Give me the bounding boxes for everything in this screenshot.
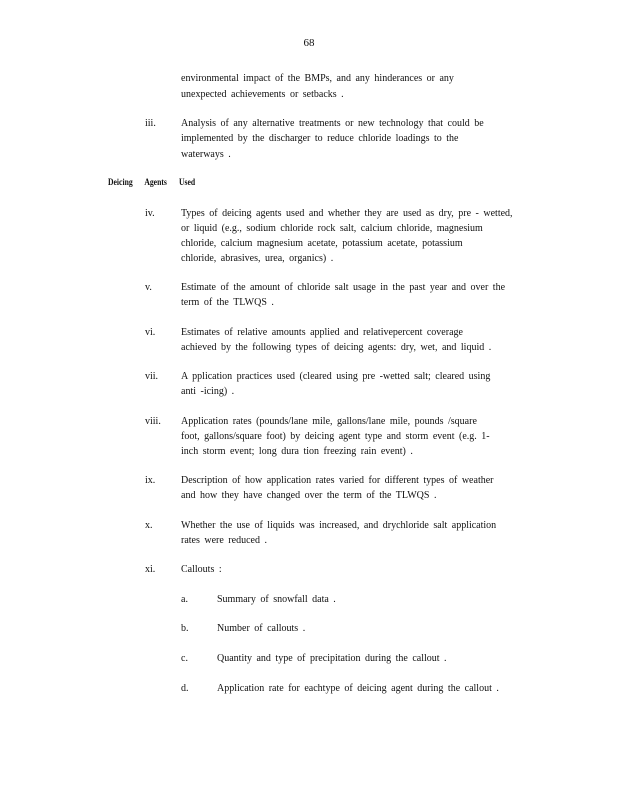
item-x-line-1: Whether the use of liquids was increased, and drychloride salt application (181, 520, 497, 531)
item-iii-line-3: waterways . (181, 149, 231, 160)
item-iv-number: iv. (145, 208, 155, 219)
subitem-a-text: Summary of snowfall data . (217, 594, 336, 605)
subitem-d-letter: d. (181, 683, 189, 694)
subitem-d-text: Application rate for eachtype of deicing agent during the callout . (217, 683, 499, 694)
item-x-number: x. (145, 520, 153, 531)
item-viii-number: viii. (145, 416, 161, 427)
item-vii-number: vii. (145, 371, 159, 382)
item-iii-line-1: Analysis of any alternative treatments or new technology that could be (181, 118, 484, 129)
item-v-line-1: Estimate of the amount of chloride salt usage in the past year and over the (181, 282, 506, 293)
item-vii-line-1: A pplication practices used (cleared using pre -wetted salt; cleared using (181, 371, 491, 382)
item-ix-line-1: Description of how application rates varied for different types of weather (181, 475, 494, 486)
continuation-line-1: environmental impact of the BMPs, and any hinderances or any (181, 73, 454, 84)
item-iii-number: iii. (145, 118, 156, 129)
item-viii-line-3: inch storm event; long dura tion freezing rain event) . (181, 446, 413, 457)
subitem-b-text: Number of callouts . (217, 623, 306, 634)
page-number: 68 (303, 37, 315, 49)
continuation-line-2: unexpected achievements or setbacks . (181, 89, 344, 100)
item-viii-line-1: Application rates (pounds/lane mile, gallons/lane mile, pounds /square (181, 416, 477, 427)
item-ix-number: ix. (145, 475, 156, 486)
item-viii-line-2: foot, gallons/square foot) by deicing agent type and storm event (e.g. 1- (181, 431, 490, 442)
item-ix-line-2: and how they have changed over the term of the TLWQS . (181, 490, 437, 501)
item-x-line-2: rates were reduced . (181, 535, 267, 546)
item-vi-line-2: achieved by the following types of deicing agents: dry, wet, and liquid . (181, 342, 492, 353)
item-iv-line-4: chloride, abrasives, urea, organics) . (181, 253, 334, 264)
subitem-b-letter: b. (181, 623, 189, 634)
item-xi-label: Callouts : (181, 564, 222, 575)
item-iii-line-2: implemented by the discharger to reduce chloride loadings to the (181, 133, 459, 144)
item-v-number: v. (145, 282, 152, 293)
section-heading: Deicing Agents Used (108, 177, 196, 187)
subitem-c-letter: c. (181, 653, 188, 664)
item-vii-line-2: anti -icing) . (181, 386, 235, 397)
subitem-c-text: Quantity and type of precipitation during the callout . (217, 653, 447, 664)
item-vi-number: vi. (145, 327, 156, 338)
item-xi-number: xi. (145, 564, 156, 575)
item-iv-line-2: or liquid (e.g., sodium chloride rock salt, calcium chloride, magnesium (181, 223, 483, 234)
item-iv-line-1: Types of deicing agents used and whether they are used as dry, pre - wetted, (181, 208, 513, 219)
subitem-a-letter: a. (181, 594, 188, 605)
item-v-line-2: term of the TLWQS . (181, 297, 274, 308)
item-vi-line-1: Estimates of relative amounts applied and relativepercent coverage (181, 327, 463, 338)
item-iv-line-3: chloride, calcium magnesium acetate, potassium acetate, potassium (181, 238, 463, 249)
